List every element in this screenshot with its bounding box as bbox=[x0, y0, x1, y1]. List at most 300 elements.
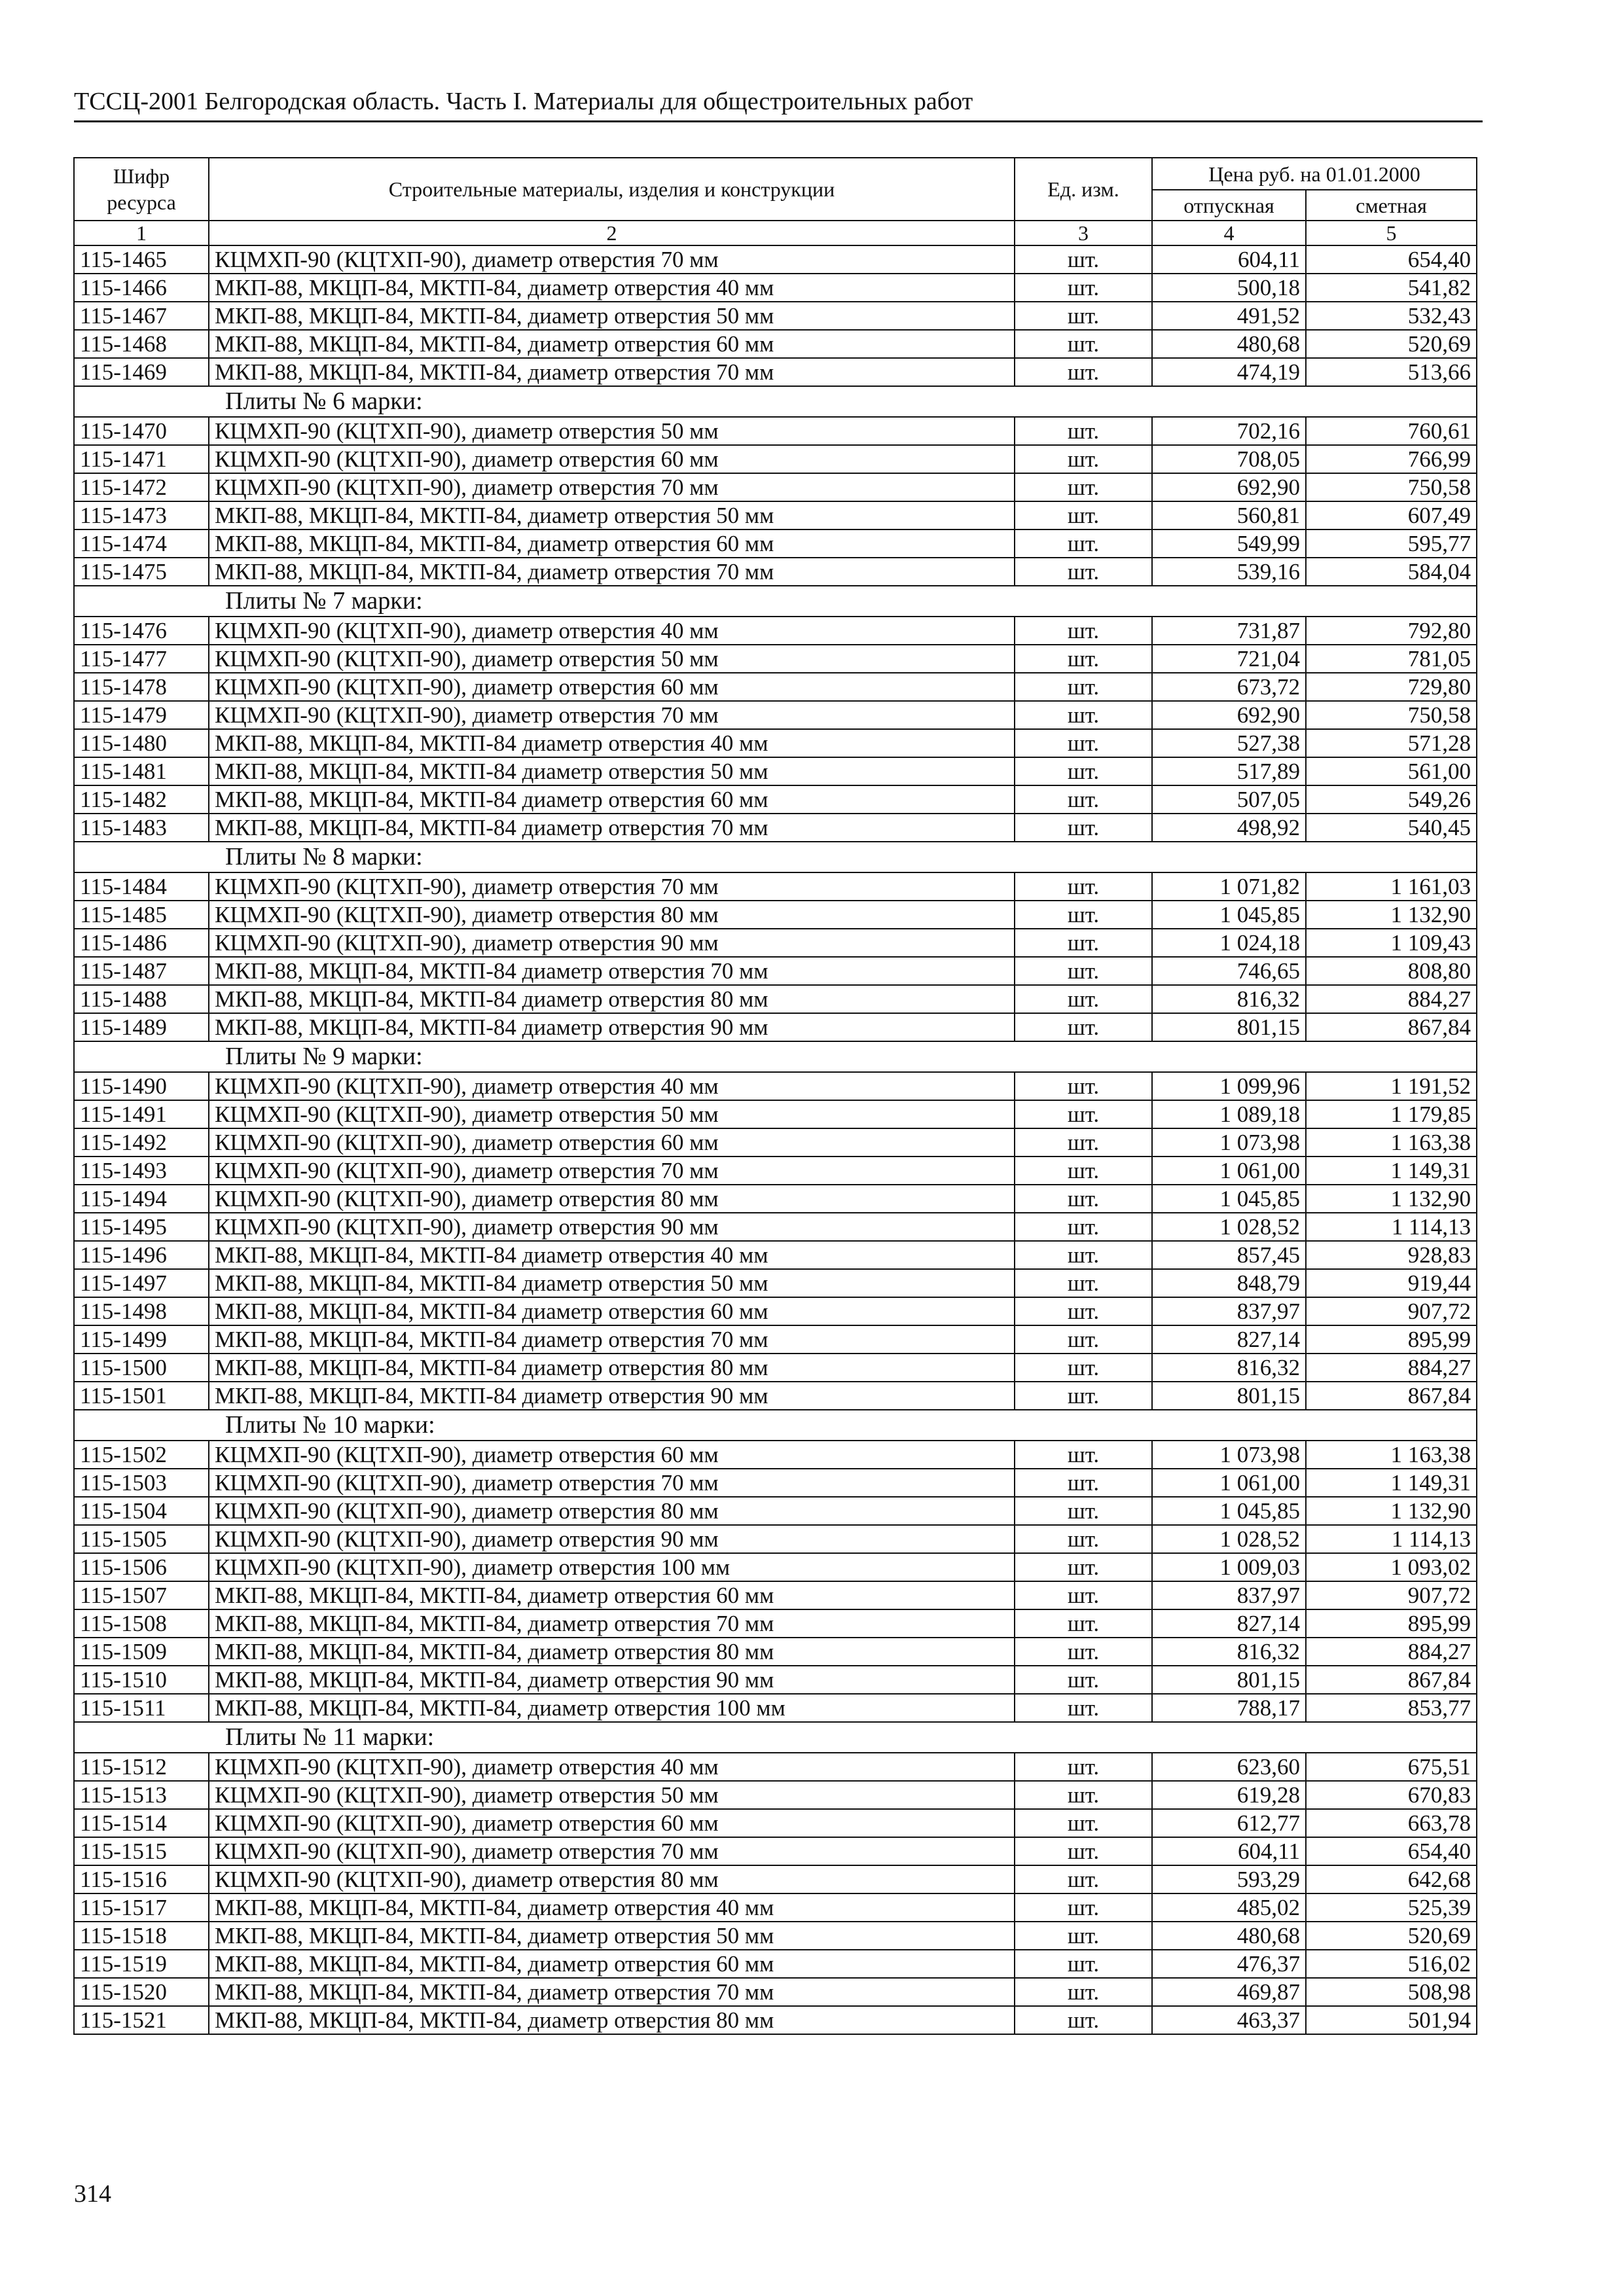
release-price: 801,15 bbox=[1152, 1013, 1306, 1041]
table-row bbox=[74, 245, 1477, 274]
estimate-price: 1 132,90 bbox=[1306, 1185, 1477, 1213]
estimate-price: 808,80 bbox=[1306, 957, 1477, 985]
resource-code: 115-1488 bbox=[74, 985, 209, 1013]
estimate-price: 781,05 bbox=[1306, 645, 1477, 673]
resource-code: 115-1518 bbox=[74, 1922, 209, 1950]
table-row bbox=[74, 473, 1477, 501]
table-row bbox=[74, 501, 1477, 529]
resource-code: 115-1497 bbox=[74, 1269, 209, 1297]
table-row bbox=[74, 1638, 1477, 1666]
resource-code: 115-1496 bbox=[74, 1241, 209, 1269]
unit-cell: шт. bbox=[1015, 1213, 1152, 1241]
unit-cell: шт. bbox=[1015, 445, 1152, 473]
col-header-unit: Ед. изм. bbox=[1015, 158, 1152, 221]
table-row bbox=[74, 729, 1477, 757]
estimate-price: 516,02 bbox=[1306, 1950, 1477, 1978]
release-price: 593,29 bbox=[1152, 1865, 1306, 1893]
release-price: 1 073,98 bbox=[1152, 1441, 1306, 1469]
unit-cell: шт. bbox=[1015, 1638, 1152, 1666]
material-name: МКП-88, МКЦП-84, МКТП-84, диаметр отверстия 60 мм bbox=[209, 1950, 1015, 1978]
estimate-price: 884,27 bbox=[1306, 1354, 1477, 1382]
table-row bbox=[74, 1781, 1477, 1809]
material-name: МКП-88, МКЦП-84, МКТП-84, диаметр отверстия 50 мм bbox=[209, 1922, 1015, 1950]
table-row bbox=[74, 1753, 1477, 1781]
material-name: МКП-88, МКЦП-84, МКТП-84 диаметр отверстия 40 мм bbox=[209, 729, 1015, 757]
unit-cell: шт. bbox=[1015, 1978, 1152, 2006]
unit-cell: шт. bbox=[1015, 1837, 1152, 1865]
estimate-price: 670,83 bbox=[1306, 1781, 1477, 1809]
release-price: 816,32 bbox=[1152, 985, 1306, 1013]
unit-cell: шт. bbox=[1015, 1553, 1152, 1581]
table-row bbox=[74, 1354, 1477, 1382]
release-price: 1 099,96 bbox=[1152, 1072, 1306, 1100]
estimate-price: 1 179,85 bbox=[1306, 1100, 1477, 1128]
resource-code: 115-1507 bbox=[74, 1581, 209, 1609]
table-row bbox=[74, 901, 1477, 929]
material-name: КЦМХП-90 (КЦТХП-90), диаметр отверстия 70 мм bbox=[209, 1469, 1015, 1497]
unit-cell: шт. bbox=[1015, 1241, 1152, 1269]
resource-code: 115-1470 bbox=[74, 417, 209, 445]
resource-code: 115-1474 bbox=[74, 529, 209, 558]
release-price: 721,04 bbox=[1152, 645, 1306, 673]
resource-code: 115-1487 bbox=[74, 957, 209, 985]
table-row bbox=[74, 2006, 1477, 2034]
release-price: 612,77 bbox=[1152, 1809, 1306, 1837]
table-row bbox=[74, 872, 1477, 901]
estimate-price: 663,78 bbox=[1306, 1809, 1477, 1837]
material-name: МКП-88, МКЦП-84, МКТП-84, диаметр отверстия 70 мм bbox=[209, 1609, 1015, 1638]
table-row bbox=[74, 1441, 1477, 1469]
resource-code: 115-1517 bbox=[74, 1893, 209, 1922]
unit-cell: шт. bbox=[1015, 757, 1152, 785]
resource-code: 115-1506 bbox=[74, 1553, 209, 1581]
group-heading-row bbox=[74, 386, 1477, 417]
material-name: КЦМХП-90 (КЦТХП-90), диаметр отверстия 60 мм bbox=[209, 1441, 1015, 1469]
group-heading: Плиты № 10 марки: bbox=[74, 1410, 1477, 1441]
estimate-price: 895,99 bbox=[1306, 1325, 1477, 1354]
table-row bbox=[74, 814, 1477, 842]
material-name: МКП-88, МКЦП-84, МКТП-84, диаметр отверстия 50 мм bbox=[209, 302, 1015, 330]
material-name: КЦМХП-90 (КЦТХП-90), диаметр отверстия 70 мм bbox=[209, 473, 1015, 501]
table-row bbox=[74, 274, 1477, 302]
material-name: КЦМХП-90 (КЦТХП-90), диаметр отверстия 70 мм bbox=[209, 1157, 1015, 1185]
table-row bbox=[74, 1922, 1477, 1950]
release-price: 1 061,00 bbox=[1152, 1157, 1306, 1185]
estimate-price: 1 114,13 bbox=[1306, 1525, 1477, 1553]
resource-code: 115-1477 bbox=[74, 645, 209, 673]
release-price: 604,11 bbox=[1152, 1837, 1306, 1865]
material-name: МКП-88, МКЦП-84, МКТП-84, диаметр отверстия 40 мм bbox=[209, 1893, 1015, 1922]
group-heading: Плиты № 8 марки: bbox=[74, 842, 1477, 872]
table-row bbox=[74, 929, 1477, 957]
table-row bbox=[74, 1469, 1477, 1497]
group-heading-row bbox=[74, 1722, 1477, 1753]
estimate-price: 1 161,03 bbox=[1306, 872, 1477, 901]
material-name: КЦМХП-90 (КЦТХП-90), диаметр отверстия 50 мм bbox=[209, 645, 1015, 673]
resource-code: 115-1513 bbox=[74, 1781, 209, 1809]
table-row bbox=[74, 1666, 1477, 1694]
resource-code: 115-1484 bbox=[74, 872, 209, 901]
page-number: 314 bbox=[74, 2180, 111, 2208]
material-name: КЦМХП-90 (КЦТХП-90), диаметр отверстия 80 мм bbox=[209, 1497, 1015, 1525]
table-row bbox=[74, 645, 1477, 673]
table-row bbox=[74, 757, 1477, 785]
material-name: КЦМХП-90 (КЦТХП-90), диаметр отверстия 60 мм bbox=[209, 445, 1015, 473]
unit-cell: шт. bbox=[1015, 1157, 1152, 1185]
material-name: МКП-88, МКЦП-84, МКТП-84 диаметр отверстия 60 мм bbox=[209, 785, 1015, 814]
release-price: 463,37 bbox=[1152, 2006, 1306, 2034]
estimate-price: 675,51 bbox=[1306, 1753, 1477, 1781]
estimate-price: 642,68 bbox=[1306, 1865, 1477, 1893]
resource-code: 115-1505 bbox=[74, 1525, 209, 1553]
unit-cell: шт. bbox=[1015, 985, 1152, 1013]
material-name: МКП-88, МКЦП-84, МКТП-84, диаметр отверстия 100 мм bbox=[209, 1694, 1015, 1722]
release-price: 1 073,98 bbox=[1152, 1128, 1306, 1157]
unit-cell: шт. bbox=[1015, 1128, 1152, 1157]
material-name: МКП-88, МКЦП-84, МКТП-84 диаметр отверстия 90 мм bbox=[209, 1013, 1015, 1041]
estimate-price: 729,80 bbox=[1306, 673, 1477, 701]
column-numbers-row bbox=[74, 221, 1477, 245]
estimate-price: 750,58 bbox=[1306, 473, 1477, 501]
unit-cell: шт. bbox=[1015, 617, 1152, 645]
release-price: 491,52 bbox=[1152, 302, 1306, 330]
release-price: 708,05 bbox=[1152, 445, 1306, 473]
release-price: 837,97 bbox=[1152, 1581, 1306, 1609]
unit-cell: шт. bbox=[1015, 529, 1152, 558]
material-name: КЦМХП-90 (КЦТХП-90), диаметр отверстия 50 мм bbox=[209, 1100, 1015, 1128]
resource-code: 115-1473 bbox=[74, 501, 209, 529]
group-heading: Плиты № 7 марки: bbox=[74, 586, 1477, 617]
unit-cell: шт. bbox=[1015, 1581, 1152, 1609]
resource-code: 115-1466 bbox=[74, 274, 209, 302]
column-number: 5 bbox=[1306, 221, 1477, 245]
release-price: 539,16 bbox=[1152, 558, 1306, 586]
release-price: 827,14 bbox=[1152, 1609, 1306, 1638]
release-price: 801,15 bbox=[1152, 1666, 1306, 1694]
estimate-price: 541,82 bbox=[1306, 274, 1477, 302]
material-name: КЦМХП-90 (КЦТХП-90), диаметр отверстия 60 мм bbox=[209, 1809, 1015, 1837]
material-name: КЦМХП-90 (КЦТХП-90), диаметр отверстия 60 мм bbox=[209, 1128, 1015, 1157]
material-name: КЦМХП-90 (КЦТХП-90), диаметр отверстия 80 мм bbox=[209, 1185, 1015, 1213]
unit-cell: шт. bbox=[1015, 1072, 1152, 1100]
release-price: 500,18 bbox=[1152, 274, 1306, 302]
unit-cell: шт. bbox=[1015, 1297, 1152, 1325]
resource-code: 115-1508 bbox=[74, 1609, 209, 1638]
unit-cell: шт. bbox=[1015, 1382, 1152, 1410]
table-row bbox=[74, 445, 1477, 473]
table-row bbox=[74, 558, 1477, 586]
resource-code: 115-1476 bbox=[74, 617, 209, 645]
release-price: 816,32 bbox=[1152, 1354, 1306, 1382]
group-heading: Плиты № 9 марки: bbox=[74, 1041, 1477, 1072]
estimate-price: 853,77 bbox=[1306, 1694, 1477, 1722]
resource-code: 115-1520 bbox=[74, 1978, 209, 2006]
estimate-price: 907,72 bbox=[1306, 1581, 1477, 1609]
column-number: 2 bbox=[209, 221, 1015, 245]
table-row bbox=[74, 1978, 1477, 2006]
estimate-price: 760,61 bbox=[1306, 417, 1477, 445]
unit-cell: шт. bbox=[1015, 1781, 1152, 1809]
resource-code: 115-1483 bbox=[74, 814, 209, 842]
unit-cell: шт. bbox=[1015, 673, 1152, 701]
resource-code: 115-1469 bbox=[74, 358, 209, 386]
group-heading: Плиты № 6 марки: bbox=[74, 386, 1477, 417]
material-name: КЦМХП-90 (КЦТХП-90), диаметр отверстия 70 мм bbox=[209, 701, 1015, 729]
unit-cell: шт. bbox=[1015, 1497, 1152, 1525]
col-header-estimate: сметная bbox=[1306, 190, 1477, 221]
estimate-price: 508,98 bbox=[1306, 1978, 1477, 2006]
release-price: 623,60 bbox=[1152, 1753, 1306, 1781]
release-price: 827,14 bbox=[1152, 1325, 1306, 1354]
estimate-price: 750,58 bbox=[1306, 701, 1477, 729]
release-price: 1 024,18 bbox=[1152, 929, 1306, 957]
material-name: КЦМХП-90 (КЦТХП-90), диаметр отверстия 80 мм bbox=[209, 901, 1015, 929]
resource-code: 115-1481 bbox=[74, 757, 209, 785]
estimate-price: 549,26 bbox=[1306, 785, 1477, 814]
estimate-price: 766,99 bbox=[1306, 445, 1477, 473]
estimate-price: 928,83 bbox=[1306, 1241, 1477, 1269]
table-row bbox=[74, 358, 1477, 386]
table-row bbox=[74, 529, 1477, 558]
unit-cell: шт. bbox=[1015, 1694, 1152, 1722]
resource-code: 115-1492 bbox=[74, 1128, 209, 1157]
release-price: 1 009,03 bbox=[1152, 1553, 1306, 1581]
material-name: МКП-88, МКЦП-84, МКТП-84 диаметр отверстия 60 мм bbox=[209, 1297, 1015, 1325]
estimate-price: 607,49 bbox=[1306, 501, 1477, 529]
release-price: 619,28 bbox=[1152, 1781, 1306, 1809]
release-price: 485,02 bbox=[1152, 1893, 1306, 1922]
estimate-price: 867,84 bbox=[1306, 1013, 1477, 1041]
release-price: 1 045,85 bbox=[1152, 1185, 1306, 1213]
release-price: 476,37 bbox=[1152, 1950, 1306, 1978]
column-number: 4 bbox=[1152, 221, 1306, 245]
unit-cell: шт. bbox=[1015, 1354, 1152, 1382]
unit-cell: шт. bbox=[1015, 645, 1152, 673]
release-price: 1 028,52 bbox=[1152, 1525, 1306, 1553]
unit-cell: шт. bbox=[1015, 1609, 1152, 1638]
material-name: КЦМХП-90 (КЦТХП-90), диаметр отверстия 90 мм bbox=[209, 1213, 1015, 1241]
unit-cell: шт. bbox=[1015, 330, 1152, 358]
material-name: МКП-88, МКЦП-84, МКТП-84 диаметр отверстия 80 мм bbox=[209, 985, 1015, 1013]
estimate-price: 1 149,31 bbox=[1306, 1469, 1477, 1497]
table-row bbox=[74, 302, 1477, 330]
estimate-price: 532,43 bbox=[1306, 302, 1477, 330]
unit-cell: шт. bbox=[1015, 501, 1152, 529]
material-name: МКП-88, МКЦП-84, МКТП-84 диаметр отверстия 50 мм bbox=[209, 1269, 1015, 1297]
release-price: 692,90 bbox=[1152, 701, 1306, 729]
estimate-price: 1 163,38 bbox=[1306, 1441, 1477, 1469]
resource-code: 115-1486 bbox=[74, 929, 209, 957]
material-name: МКП-88, МКЦП-84, МКТП-84 диаметр отверстия 70 мм bbox=[209, 1325, 1015, 1354]
material-name: КЦМХП-90 (КЦТХП-90), диаметр отверстия 70 мм bbox=[209, 872, 1015, 901]
resource-code: 115-1494 bbox=[74, 1185, 209, 1213]
release-price: 507,05 bbox=[1152, 785, 1306, 814]
estimate-price: 895,99 bbox=[1306, 1609, 1477, 1638]
estimate-price: 1 114,13 bbox=[1306, 1213, 1477, 1241]
release-price: 469,87 bbox=[1152, 1978, 1306, 2006]
material-name: МКП-88, МКЦП-84, МКТП-84 диаметр отверстия 70 мм bbox=[209, 957, 1015, 985]
estimate-price: 595,77 bbox=[1306, 529, 1477, 558]
unit-cell: шт. bbox=[1015, 872, 1152, 901]
unit-cell: шт. bbox=[1015, 1525, 1152, 1553]
material-name: МКП-88, МКЦП-84, МКТП-84, диаметр отверстия 50 мм bbox=[209, 501, 1015, 529]
estimate-price: 1 191,52 bbox=[1306, 1072, 1477, 1100]
unit-cell: шт. bbox=[1015, 473, 1152, 501]
table-row bbox=[74, 1382, 1477, 1410]
unit-cell: шт. bbox=[1015, 1269, 1152, 1297]
unit-cell: шт. bbox=[1015, 729, 1152, 757]
resource-code: 115-1521 bbox=[74, 2006, 209, 2034]
table-row bbox=[74, 1497, 1477, 1525]
group-heading-row bbox=[74, 586, 1477, 617]
group-heading-row bbox=[74, 842, 1477, 872]
release-price: 480,68 bbox=[1152, 1922, 1306, 1950]
table-row bbox=[74, 1865, 1477, 1893]
release-price: 857,45 bbox=[1152, 1241, 1306, 1269]
material-name: КЦМХП-90 (КЦТХП-90), диаметр отверстия 70 мм bbox=[209, 1837, 1015, 1865]
table-header bbox=[74, 158, 1477, 245]
material-name: МКП-88, МКЦП-84, МКТП-84, диаметр отверстия 90 мм bbox=[209, 1666, 1015, 1694]
material-name: МКП-88, МКЦП-84, МКТП-84 диаметр отверстия 70 мм bbox=[209, 814, 1015, 842]
table-row bbox=[74, 1950, 1477, 1978]
column-number: 1 bbox=[74, 221, 209, 245]
resource-code: 115-1478 bbox=[74, 673, 209, 701]
material-name: МКП-88, МКЦП-84, МКТП-84, диаметр отверстия 70 мм bbox=[209, 558, 1015, 586]
group-heading-row bbox=[74, 1410, 1477, 1441]
material-name: МКП-88, МКЦП-84, МКТП-84, диаметр отверстия 60 мм bbox=[209, 330, 1015, 358]
estimate-price: 654,40 bbox=[1306, 245, 1477, 274]
release-price: 1 045,85 bbox=[1152, 1497, 1306, 1525]
estimate-price: 654,40 bbox=[1306, 1837, 1477, 1865]
material-name: КЦМХП-90 (КЦТХП-90), диаметр отверстия 100 мм bbox=[209, 1553, 1015, 1581]
table-row bbox=[74, 1185, 1477, 1213]
resource-code: 115-1482 bbox=[74, 785, 209, 814]
release-price: 474,19 bbox=[1152, 358, 1306, 386]
table-row bbox=[74, 673, 1477, 701]
resource-code: 115-1509 bbox=[74, 1638, 209, 1666]
release-price: 746,65 bbox=[1152, 957, 1306, 985]
material-name: КЦМХП-90 (КЦТХП-90), диаметр отверстия 50 мм bbox=[209, 417, 1015, 445]
unit-cell: шт. bbox=[1015, 1469, 1152, 1497]
release-price: 604,11 bbox=[1152, 245, 1306, 274]
table-row bbox=[74, 1525, 1477, 1553]
table-row bbox=[74, 957, 1477, 985]
table-row bbox=[74, 1553, 1477, 1581]
material-name: КЦМХП-90 (КЦТХП-90), диаметр отверстия 50 мм bbox=[209, 1781, 1015, 1809]
estimate-price: 1 132,90 bbox=[1306, 1497, 1477, 1525]
table-row bbox=[74, 1157, 1477, 1185]
estimate-price: 884,27 bbox=[1306, 1638, 1477, 1666]
table-row bbox=[74, 1241, 1477, 1269]
release-price: 816,32 bbox=[1152, 1638, 1306, 1666]
release-price: 1 028,52 bbox=[1152, 1213, 1306, 1241]
col-header-name: Строительные материалы, изделия и конструкции bbox=[209, 158, 1015, 221]
unit-cell: шт. bbox=[1015, 701, 1152, 729]
estimate-price: 561,00 bbox=[1306, 757, 1477, 785]
table-row bbox=[74, 1269, 1477, 1297]
resource-code: 115-1471 bbox=[74, 445, 209, 473]
unit-cell: шт. bbox=[1015, 1100, 1152, 1128]
release-price: 549,99 bbox=[1152, 529, 1306, 558]
unit-cell: шт. bbox=[1015, 1325, 1152, 1354]
release-price: 527,38 bbox=[1152, 729, 1306, 757]
unit-cell: шт. bbox=[1015, 1441, 1152, 1469]
material-name: МКП-88, МКЦП-84, МКТП-84, диаметр отверстия 70 мм bbox=[209, 1978, 1015, 2006]
table-row bbox=[74, 1837, 1477, 1865]
unit-cell: шт. bbox=[1015, 814, 1152, 842]
release-price: 731,87 bbox=[1152, 617, 1306, 645]
resource-code: 115-1475 bbox=[74, 558, 209, 586]
estimate-price: 520,69 bbox=[1306, 1922, 1477, 1950]
table-row bbox=[74, 1128, 1477, 1157]
estimate-price: 867,84 bbox=[1306, 1382, 1477, 1410]
resource-code: 115-1512 bbox=[74, 1753, 209, 1781]
material-name: КЦМХП-90 (КЦТХП-90), диаметр отверстия 60 мм bbox=[209, 673, 1015, 701]
material-name: КЦМХП-90 (КЦТХП-90), диаметр отверстия 90 мм bbox=[209, 929, 1015, 957]
unit-cell: шт. bbox=[1015, 417, 1152, 445]
estimate-price: 1 109,43 bbox=[1306, 929, 1477, 957]
resource-code: 115-1493 bbox=[74, 1157, 209, 1185]
resource-code: 115-1503 bbox=[74, 1469, 209, 1497]
estimate-price: 884,27 bbox=[1306, 985, 1477, 1013]
resource-code: 115-1489 bbox=[74, 1013, 209, 1041]
resource-code: 115-1501 bbox=[74, 1382, 209, 1410]
unit-cell: шт. bbox=[1015, 302, 1152, 330]
table-row bbox=[74, 1072, 1477, 1100]
material-name: МКП-88, МКЦП-84, МКТП-84 диаметр отверстия 80 мм bbox=[209, 1354, 1015, 1382]
col-header-code: Шифр ресурса bbox=[74, 158, 209, 221]
material-name: МКП-88, МКЦП-84, МКТП-84, диаметр отверстия 80 мм bbox=[209, 1638, 1015, 1666]
material-name: КЦМХП-90 (КЦТХП-90), диаметр отверстия 40 мм bbox=[209, 1753, 1015, 1781]
unit-cell: шт. bbox=[1015, 785, 1152, 814]
material-name: МКП-88, МКЦП-84, МКТП-84 диаметр отверстия 90 мм bbox=[209, 1382, 1015, 1410]
table-row bbox=[74, 1893, 1477, 1922]
resource-code: 115-1465 bbox=[74, 245, 209, 274]
estimate-price: 571,28 bbox=[1306, 729, 1477, 757]
release-price: 1 061,00 bbox=[1152, 1469, 1306, 1497]
table-row bbox=[74, 1325, 1477, 1354]
unit-cell: шт. bbox=[1015, 358, 1152, 386]
table-body bbox=[74, 245, 1477, 2034]
unit-cell: шт. bbox=[1015, 1809, 1152, 1837]
material-name: КЦМХП-90 (КЦТХП-90), диаметр отверстия 40 мм bbox=[209, 1072, 1015, 1100]
material-name: МКП-88, МКЦП-84, МКТП-84 диаметр отверстия 50 мм bbox=[209, 757, 1015, 785]
col-header-price: Цена руб. на 01.01.2000 bbox=[1152, 158, 1477, 190]
table-row bbox=[74, 617, 1477, 645]
release-price: 673,72 bbox=[1152, 673, 1306, 701]
resource-code: 115-1499 bbox=[74, 1325, 209, 1354]
estimate-price: 1 093,02 bbox=[1306, 1553, 1477, 1581]
resource-code: 115-1519 bbox=[74, 1950, 209, 1978]
table-row bbox=[74, 1694, 1477, 1722]
resource-code: 115-1468 bbox=[74, 330, 209, 358]
unit-cell: шт. bbox=[1015, 929, 1152, 957]
table-row bbox=[74, 1609, 1477, 1638]
material-name: МКП-88, МКЦП-84, МКТП-84, диаметр отверстия 70 мм bbox=[209, 358, 1015, 386]
resource-code: 115-1479 bbox=[74, 701, 209, 729]
release-price: 1 089,18 bbox=[1152, 1100, 1306, 1128]
estimate-price: 513,66 bbox=[1306, 358, 1477, 386]
resource-code: 115-1500 bbox=[74, 1354, 209, 1382]
table-row bbox=[74, 1100, 1477, 1128]
release-price: 498,92 bbox=[1152, 814, 1306, 842]
table-row bbox=[74, 1581, 1477, 1609]
table-row bbox=[74, 1297, 1477, 1325]
table-row bbox=[74, 701, 1477, 729]
estimate-price: 525,39 bbox=[1306, 1893, 1477, 1922]
resource-code: 115-1504 bbox=[74, 1497, 209, 1525]
col-header-release: отпускная bbox=[1152, 190, 1306, 221]
